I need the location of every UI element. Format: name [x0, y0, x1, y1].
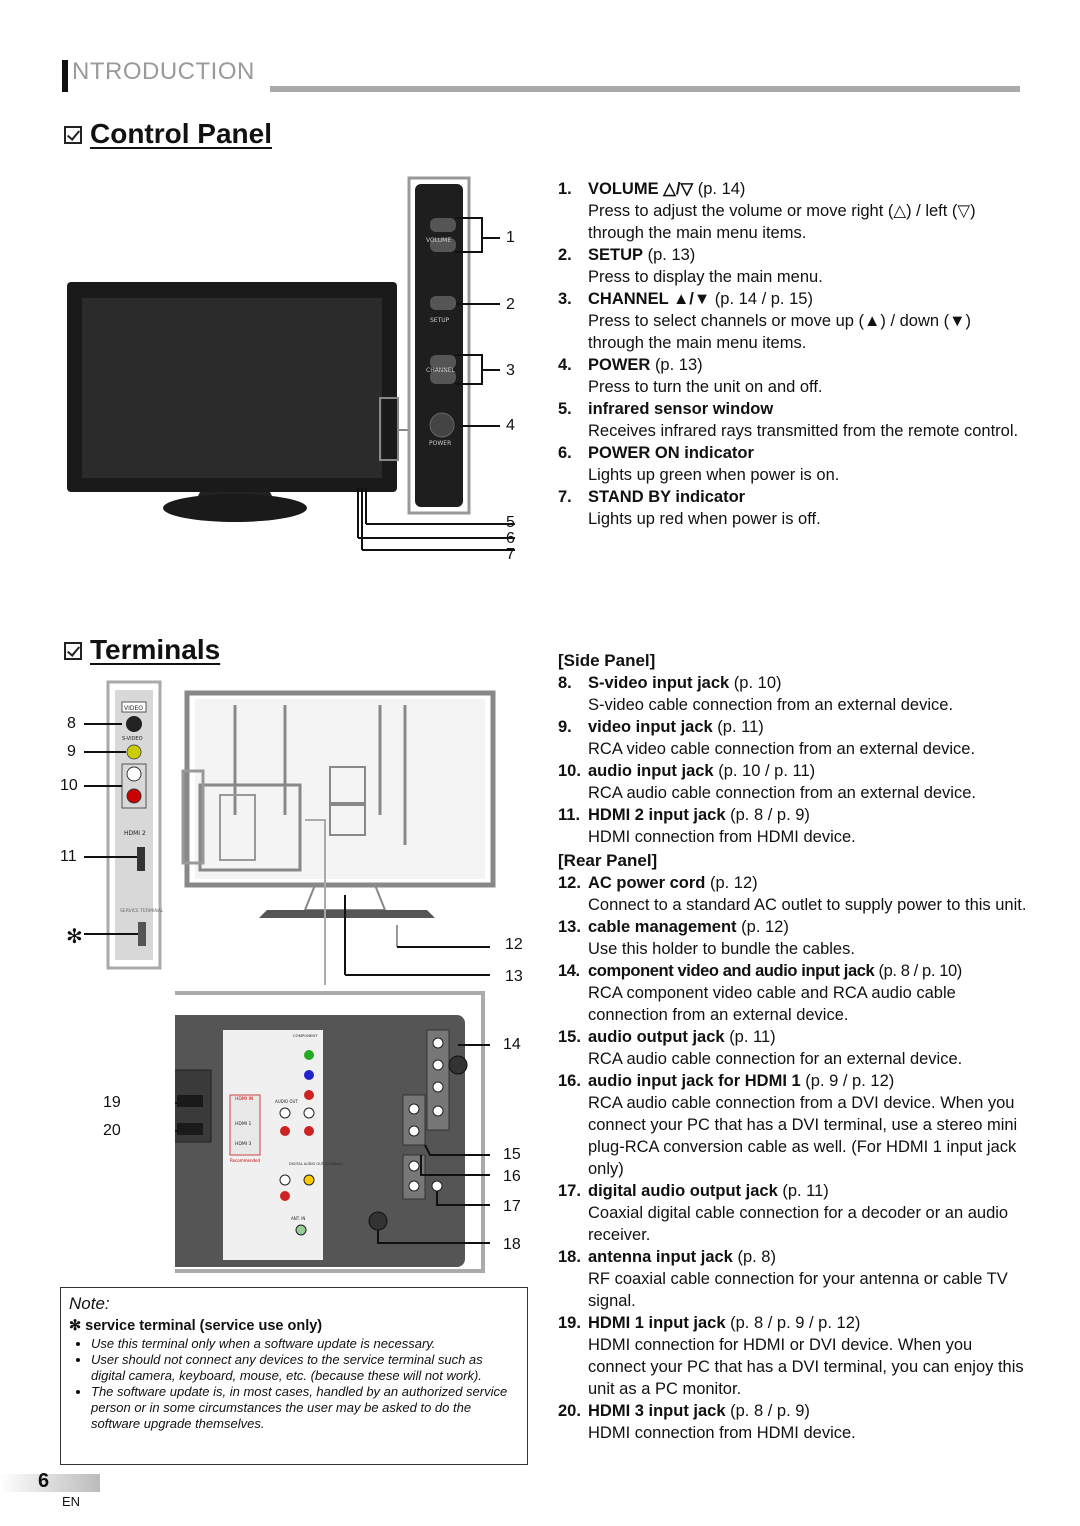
terminals-list: [558, 648, 1028, 1444]
callout-15: 15: [503, 1146, 521, 1163]
item-description: RCA component video cable and RCA audio cable connection from an external device.: [588, 984, 956, 1024]
list-item: 3. CHANNEL ▲/▼ (p. 14 / p. 15): [558, 290, 813, 308]
rear-hdmi3-label: HDMI 3: [235, 1142, 252, 1147]
side-svideo-label: S-VIDEO: [122, 736, 143, 742]
list-item: 12. AC power cord (p. 12): [558, 874, 758, 892]
item-description: Connect to a standard AC outlet to supply power to this unit.: [588, 896, 1027, 914]
side-video-label: VIDEO: [124, 705, 144, 712]
header-bar: [62, 60, 68, 92]
callout-8: 8: [67, 715, 76, 732]
list-item: 7. STAND BY indicator: [558, 488, 746, 506]
page-number: 6: [38, 1470, 50, 1492]
callout-4: 4: [506, 417, 515, 434]
list-item: 8. S-video input jack (p. 10): [558, 674, 782, 692]
checkbox-icon: [64, 126, 82, 144]
rear-hdmi-in-label: HDMI IN: [235, 1097, 254, 1102]
list-item: 19. HDMI 1 input jack (p. 8 / p. 9 / p. 12): [558, 1314, 861, 1332]
callout-6: 6: [506, 530, 515, 547]
header-rule: [270, 86, 1020, 92]
note-bullet: • Use this terminal only when a software update is necessary.: [91, 1336, 519, 1352]
service-terminal-mark: ✻: [66, 926, 83, 948]
note-bullet: • User should not connect any devices to the service terminal such as digital camera, keyboard, mouse, etc. (because these will not work).: [91, 1352, 519, 1384]
rear-component-label: COMPONENT: [293, 1033, 318, 1038]
side-hdmi-label: HDMI 2: [124, 830, 146, 837]
callout-13: 13: [505, 968, 523, 985]
list-item: 13. cable management (p. 12): [558, 918, 789, 936]
callout-7: 7: [506, 546, 515, 563]
checkbox-icon: [64, 642, 82, 660]
callout-3: 3: [506, 362, 515, 379]
item-description: RCA audio cable connection from a DVI device. When you connect your PC that has a DVI terminal, use a stereo mini plug-RCA conversion cable as well. (For HDMI 1 input jack only): [588, 1094, 1018, 1178]
list-item: 6. POWER ON indicator: [558, 444, 754, 462]
callout-11: 11: [60, 848, 77, 865]
callout-9: 9: [67, 743, 76, 760]
tv-front-illustration: [60, 170, 530, 570]
item-description: RCA video cable connection from an external device.: [588, 740, 976, 758]
list-item: 11. HDMI 2 input jack (p. 8 / p. 9): [558, 806, 810, 824]
item-description: Receives infrared rays transmitted from the remote control.: [588, 422, 1019, 440]
volume-button-label: VOLUME: [426, 237, 452, 244]
note-box: [60, 1287, 528, 1465]
section-header: NTRODUCTION: [72, 58, 255, 85]
note-title: Note:: [69, 1294, 110, 1313]
callout-18: 18: [503, 1236, 521, 1253]
list-item: 1. VOLUME △/▽ (p. 14): [558, 180, 746, 198]
list-item: 17. digital audio output jack (p. 11): [558, 1182, 829, 1200]
rear-recommended-label: Recommended: [230, 1158, 261, 1163]
item-description: Lights up red when power is off.: [588, 510, 821, 528]
callout-1: 1: [506, 229, 515, 246]
callout-12: 12: [505, 936, 523, 953]
list-item: 20. HDMI 3 input jack (p. 8 / p. 9): [558, 1402, 810, 1420]
item-description: RCA audio cable connection for an external device.: [588, 1050, 963, 1068]
list-item: 14. component video and audio input jack (p. 8 / p. 10): [558, 962, 962, 980]
item-description: HDMI connection from HDMI device.: [588, 828, 856, 846]
list-item: 18. antenna input jack (p. 8): [558, 1248, 776, 1266]
control-panel-title-text: Control Panel: [90, 118, 273, 149]
item-description: Press to display the main menu.: [588, 268, 823, 286]
item-description: HDMI connection for HDMI or DVI device. When you connect your PC that has a DVI terminal, you can enjoy this unit as a PC monitor.: [588, 1336, 1024, 1398]
control-panel-list: [558, 178, 1028, 530]
list-item: 4. POWER (p. 13): [558, 356, 703, 374]
list-item: 2. SETUP (p. 13): [558, 246, 696, 264]
terminals-title-text: Terminals: [90, 634, 221, 665]
rear-audio-out-label: AUDIO OUT: [275, 1099, 298, 1104]
list-item: 16. audio input jack for HDMI 1 (p. 9 / p. 12): [558, 1072, 895, 1090]
callout-14: 14: [503, 1036, 521, 1053]
list-item: 10. audio input jack (p. 10 / p. 11): [558, 762, 816, 780]
rear-ant-label: ANT. IN: [291, 1216, 306, 1221]
callout-2: 2: [506, 296, 515, 313]
callout-10: 10: [60, 777, 78, 794]
page-number-bar: [0, 1474, 100, 1492]
rear-hdmi1-label: HDMI 1: [235, 1122, 252, 1127]
item-description: HDMI connection from HDMI device.: [588, 1424, 856, 1442]
control-panel-title: [64, 118, 272, 150]
item-description: RCA audio cable connection from an external device.: [588, 784, 976, 802]
channel-button-label: CHANNEL: [426, 367, 455, 374]
note-heading: ✻ service terminal (service use only): [69, 1318, 323, 1334]
power-button-label: POWER: [429, 440, 452, 447]
item-description: Press to turn the unit on and off.: [588, 378, 823, 396]
item-description: Press to select channels or move up (▲) / down (▼) through the main menu items.: [588, 312, 971, 352]
list-item: 9. video input jack (p. 11): [558, 718, 764, 736]
note-bullets: [61, 1336, 519, 1432]
list-item: 15. audio output jack (p. 11): [558, 1028, 776, 1046]
item-description: Press to adjust the volume or move right (△) / left (▽) through the main menu items.: [588, 202, 976, 242]
rear-panel-illustration: [175, 685, 535, 1285]
callout-20: 20: [103, 1122, 121, 1139]
callout-17: 17: [503, 1198, 521, 1215]
item-description: S-video cable connection from an external device.: [588, 696, 954, 714]
side-service-label: SERVICE TERMINAL: [120, 909, 164, 914]
rear-digital-label: DIGITAL AUDIO OUT (COAXIAL): [289, 1162, 343, 1166]
item-description: Coaxial digital cable connection for a decoder or an audio receiver.: [588, 1204, 1009, 1244]
side-panel-heading: [Side Panel]: [558, 651, 656, 670]
item-description: Use this holder to bundle the cables.: [588, 940, 855, 958]
terminals-title: [64, 634, 220, 666]
note-bullet: • The software update is, in most cases, handled by an authorized service person or in some circumstances the user may be asked to do the software upgrade themselves.: [91, 1384, 519, 1432]
list-item: 5. infrared sensor window: [558, 400, 774, 418]
rear-panel-heading: [Rear Panel]: [558, 851, 658, 870]
item-description: Lights up green when power is on.: [588, 466, 840, 484]
language-label: EN: [62, 1494, 81, 1509]
callout-16: 16: [503, 1168, 521, 1185]
callout-19: 19: [103, 1094, 121, 1111]
callout-5: 5: [506, 514, 515, 531]
item-description: RF coaxial cable connection for your antenna or cable TV signal.: [588, 1270, 1008, 1310]
setup-button-label: SETUP: [430, 317, 450, 324]
